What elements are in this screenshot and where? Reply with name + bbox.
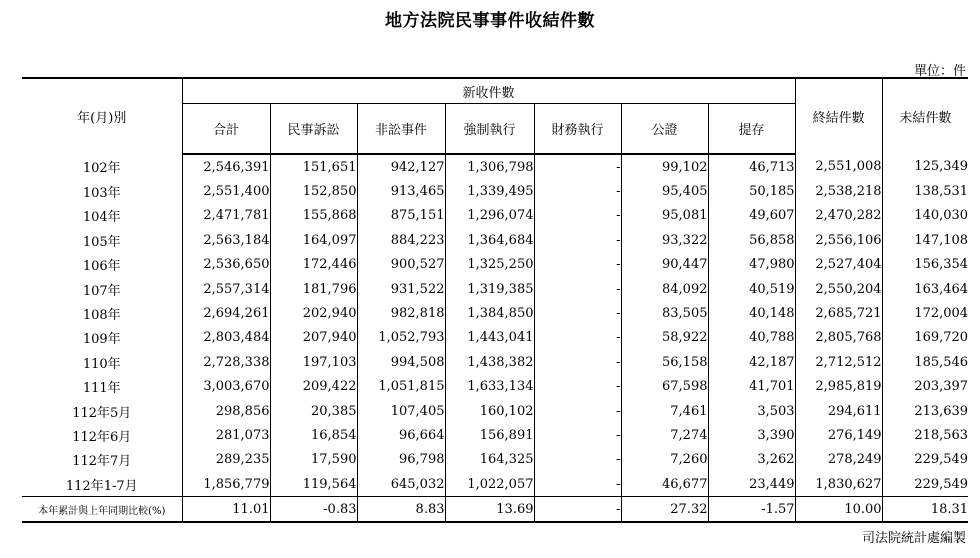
table-cell: - bbox=[534, 497, 621, 523]
table-cell: 151,651 bbox=[270, 154, 357, 179]
table-cell: 2,470,282 bbox=[795, 204, 882, 228]
table-cell: 197,103 bbox=[270, 350, 357, 374]
table-cell: - bbox=[534, 228, 621, 252]
row-label: 106年 bbox=[22, 253, 182, 277]
table-cell: 2,563,184 bbox=[182, 228, 270, 252]
table-cell: 17,590 bbox=[270, 448, 357, 472]
table-row bbox=[22, 154, 968, 179]
table-cell: 2,551,400 bbox=[182, 179, 270, 203]
table-cell: 185,546 bbox=[914, 354, 969, 370]
table-cell: - bbox=[534, 301, 621, 325]
table-cell: - bbox=[534, 423, 621, 447]
table-cell: 1,052,793 bbox=[357, 326, 445, 350]
table-cell: 84,092 bbox=[621, 277, 708, 301]
table-cell: - bbox=[534, 277, 621, 301]
table-cell: 99,102 bbox=[621, 154, 708, 179]
table-cell: 207,940 bbox=[270, 326, 357, 350]
table-cell: 278,249 bbox=[795, 448, 882, 472]
table-cell: 11.01 bbox=[182, 497, 270, 523]
col-header-enforcement: 強制執行 bbox=[445, 104, 534, 155]
table-cell: 2,536,650 bbox=[182, 253, 270, 277]
table-cell: 3,390 bbox=[708, 423, 795, 447]
table-cell: 2,694,261 bbox=[182, 301, 270, 325]
table-cell: 107,405 bbox=[357, 399, 445, 423]
table-cell: 229,549 bbox=[914, 476, 969, 492]
table-row bbox=[22, 228, 968, 252]
table-cell: 281,073 bbox=[182, 423, 270, 447]
table-cell: 645,032 bbox=[357, 472, 445, 497]
table-cell: 164,097 bbox=[270, 228, 357, 252]
table-cell: 172,446 bbox=[270, 253, 357, 277]
table-cell: - bbox=[534, 472, 621, 497]
table-cell: 2,471,781 bbox=[182, 204, 270, 228]
table-cell: 298,856 bbox=[182, 399, 270, 423]
table-cell: 931,522 bbox=[357, 277, 445, 301]
row-label: 102年 bbox=[22, 154, 182, 179]
table-cell: 7,461 bbox=[621, 399, 708, 423]
row-label: 105年 bbox=[22, 228, 182, 252]
table-cell: 156,354 bbox=[914, 257, 969, 273]
table-cell: 8.83 bbox=[357, 497, 445, 523]
table-cell: 2,546,391 bbox=[182, 154, 270, 179]
table-cell: 3,003,670 bbox=[182, 375, 270, 399]
col-header-non-litigation: 非訟事件 bbox=[357, 104, 445, 155]
table-cell: 1,384,850 bbox=[445, 301, 534, 325]
table-cell: 1,633,134 bbox=[445, 375, 534, 399]
page-title: 地方法院民事事件收結件數 bbox=[385, 11, 595, 31]
table-cell: 50,185 bbox=[708, 179, 795, 203]
table-body bbox=[22, 154, 968, 522]
row-label: 108年 bbox=[22, 301, 182, 325]
row-label: 103年 bbox=[22, 179, 182, 203]
table-cell: 10.00 bbox=[795, 497, 882, 523]
table-cell: 40,788 bbox=[708, 326, 795, 350]
table-cell: 2,685,721 bbox=[795, 301, 882, 325]
table-cell: 169,720 bbox=[914, 330, 969, 346]
table-cell: 1,364,684 bbox=[445, 228, 534, 252]
table-cell: 884,223 bbox=[357, 228, 445, 252]
table-cell: 40,148 bbox=[708, 301, 795, 325]
table-cell: - bbox=[534, 179, 621, 203]
table-cell: 1,443,041 bbox=[445, 326, 534, 350]
row-label: 本年累計與上年同期比較(%) bbox=[22, 497, 182, 523]
table-cell: 47,980 bbox=[708, 253, 795, 277]
table-cell: 160,102 bbox=[445, 399, 534, 423]
table-cell: - bbox=[534, 399, 621, 423]
table-cell: 7,260 bbox=[621, 448, 708, 472]
table-cell: - bbox=[534, 326, 621, 350]
table-cell: - bbox=[534, 253, 621, 277]
table-cell: 276,149 bbox=[795, 423, 882, 447]
row-label: 107年 bbox=[22, 277, 182, 301]
table-cell: 1,319,385 bbox=[445, 277, 534, 301]
table-cell: 46,713 bbox=[708, 154, 795, 179]
table-cell: 213,639 bbox=[914, 403, 969, 419]
table-cell: 1,296,074 bbox=[445, 204, 534, 228]
year-header: 年(月)別 bbox=[22, 78, 182, 154]
table-cell: 20,385 bbox=[270, 399, 357, 423]
footer-credit: 司法院統計處編製 bbox=[861, 531, 966, 546]
table-cell: 994,508 bbox=[357, 350, 445, 374]
table-cell: 119,564 bbox=[270, 472, 357, 497]
table-cell: 1,022,057 bbox=[445, 472, 534, 497]
table-cell: 2,527,404 bbox=[795, 253, 882, 277]
table-cell: 163,464 bbox=[914, 281, 969, 297]
pending-header: 未結件數 bbox=[882, 78, 968, 154]
table-cell: -1.57 bbox=[708, 497, 795, 523]
table-cell: 900,527 bbox=[357, 253, 445, 277]
row-label: 112年6月 bbox=[22, 423, 182, 447]
table-row bbox=[22, 301, 968, 325]
row-label: 112年1-7月 bbox=[22, 472, 182, 497]
col-header-financial-enforcement: 財務執行 bbox=[534, 104, 621, 155]
table-cell: 2,538,218 bbox=[795, 179, 882, 203]
table-cell: 203,397 bbox=[914, 379, 969, 395]
table-cell: 1,051,815 bbox=[357, 375, 445, 399]
finished-header: 終結件數 bbox=[795, 78, 882, 154]
table-cell: 147,108 bbox=[914, 232, 969, 248]
table-cell: 2,557,314 bbox=[182, 277, 270, 301]
row-label: 112年5月 bbox=[22, 399, 182, 423]
table-cell: 96,664 bbox=[357, 423, 445, 447]
table-row bbox=[22, 399, 968, 423]
table-cell: 13.69 bbox=[445, 497, 534, 523]
table-cell: 1,856,779 bbox=[182, 472, 270, 497]
table-cell: 27.32 bbox=[621, 497, 708, 523]
comparison-row bbox=[22, 497, 968, 523]
table-cell: 96,798 bbox=[357, 448, 445, 472]
table-cell: 1,306,798 bbox=[445, 154, 534, 179]
table-cell: - bbox=[534, 375, 621, 399]
table-cell: 95,405 bbox=[621, 179, 708, 203]
table-cell: 2,985,819 bbox=[795, 375, 882, 399]
table-cell: 2,728,338 bbox=[182, 350, 270, 374]
table-cell: - bbox=[534, 448, 621, 472]
table-cell: 229,549 bbox=[914, 452, 969, 468]
table-cell: 2,551,008 bbox=[795, 154, 882, 179]
table-cell: 982,818 bbox=[357, 301, 445, 325]
table-cell: 56,158 bbox=[621, 350, 708, 374]
table-cell: 2,712,512 bbox=[795, 350, 882, 374]
table-cell: 2,550,204 bbox=[795, 277, 882, 301]
table-cell: - bbox=[534, 350, 621, 374]
table-row bbox=[22, 375, 968, 399]
table-cell: 67,598 bbox=[621, 375, 708, 399]
row-label: 104年 bbox=[22, 204, 182, 228]
table-cell: 202,940 bbox=[270, 301, 357, 325]
table-cell: 42,187 bbox=[708, 350, 795, 374]
table-cell: 289,235 bbox=[182, 448, 270, 472]
table-cell: 49,607 bbox=[708, 204, 795, 228]
table-cell: 95,081 bbox=[621, 204, 708, 228]
table-cell: 156,891 bbox=[445, 423, 534, 447]
table-cell: 152,850 bbox=[270, 179, 357, 203]
col-header-notarization: 公證 bbox=[621, 104, 708, 155]
table-row bbox=[22, 179, 968, 203]
table-row bbox=[22, 204, 968, 228]
unit-label: 單位：件 bbox=[913, 64, 966, 79]
row-label: 109年 bbox=[22, 326, 182, 350]
new-cases-group-header: 新收件數 bbox=[182, 78, 795, 104]
table-cell: 125,349 bbox=[914, 159, 969, 175]
table-cell: 155,868 bbox=[270, 204, 357, 228]
table-cell: 218,563 bbox=[914, 427, 969, 443]
table-cell: 2,805,768 bbox=[795, 326, 882, 350]
table-cell: 172,004 bbox=[914, 306, 969, 322]
table-row bbox=[22, 253, 968, 277]
table-cell: - bbox=[534, 154, 621, 179]
table-cell: 41,701 bbox=[708, 375, 795, 399]
table-cell: 56,858 bbox=[708, 228, 795, 252]
table-cell: 1,438,382 bbox=[445, 350, 534, 374]
row-label: 110年 bbox=[22, 350, 182, 374]
table-cell: 7,274 bbox=[621, 423, 708, 447]
table-cell: 138,531 bbox=[914, 184, 969, 200]
col-header-total: 合計 bbox=[182, 104, 270, 155]
table-cell: 2,803,484 bbox=[182, 326, 270, 350]
table-cell: 209,422 bbox=[270, 375, 357, 399]
table-cell: -0.83 bbox=[270, 497, 357, 523]
table-cell: 3,503 bbox=[708, 399, 795, 423]
table-cell: 46,677 bbox=[621, 472, 708, 497]
table-cell: 93,322 bbox=[621, 228, 708, 252]
table-row bbox=[22, 448, 968, 472]
table-cell: 18.31 bbox=[882, 497, 968, 523]
table-cell: 23,449 bbox=[708, 472, 795, 497]
table-row bbox=[22, 277, 968, 301]
table-cell: 1,339,495 bbox=[445, 179, 534, 203]
table-cell: 40,519 bbox=[708, 277, 795, 301]
table-cell: - bbox=[534, 204, 621, 228]
table-cell: 875,151 bbox=[357, 204, 445, 228]
table-cell: 913,465 bbox=[357, 179, 445, 203]
row-label: 112年7月 bbox=[22, 448, 182, 472]
table-cell: 2,556,106 bbox=[795, 228, 882, 252]
table-cell: 3,262 bbox=[708, 448, 795, 472]
table-row bbox=[22, 326, 968, 350]
row-label: 111年 bbox=[22, 375, 182, 399]
table-row bbox=[22, 423, 968, 447]
table-cell: 16,854 bbox=[270, 423, 357, 447]
statistics-table bbox=[22, 77, 968, 523]
col-header-deposit: 提存 bbox=[708, 104, 795, 155]
table-cell: 58,922 bbox=[621, 326, 708, 350]
table-cell: 140,030 bbox=[914, 208, 969, 224]
table-cell: 1,830,627 bbox=[795, 472, 882, 497]
table-cell: 90,447 bbox=[621, 253, 708, 277]
table-cell: 83,505 bbox=[621, 301, 708, 325]
table-cell: 1,325,250 bbox=[445, 253, 534, 277]
table-cell: 294,611 bbox=[795, 399, 882, 423]
table-cell: 942,127 bbox=[357, 154, 445, 179]
table-row bbox=[22, 350, 968, 374]
table-cell: 164,325 bbox=[445, 448, 534, 472]
col-header-civil-litigation: 民事訴訟 bbox=[270, 104, 357, 155]
table-row bbox=[22, 472, 968, 497]
table-cell: 181,796 bbox=[270, 277, 357, 301]
